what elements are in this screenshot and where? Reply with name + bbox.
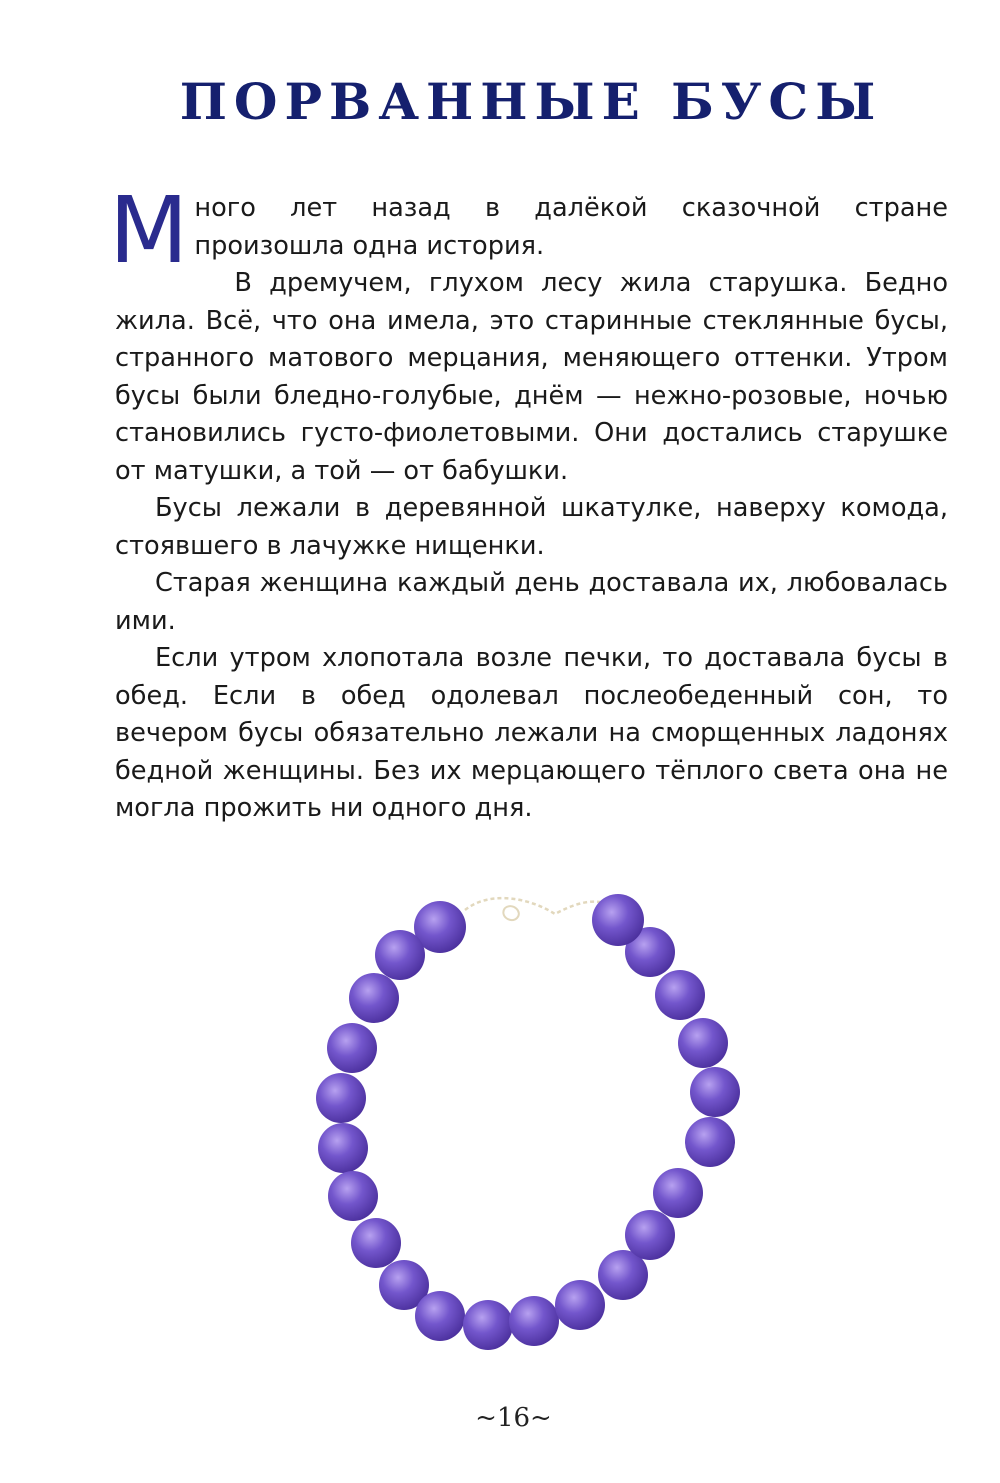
bead-18 [690,1067,740,1117]
bead-22 [592,894,644,946]
page-number: ~16~ [475,1403,552,1433]
bead-19 [678,1018,728,1068]
bead-15 [625,1210,675,1260]
page-title: ПОРВАННЫЕ БУСЫ [179,72,883,131]
bead-10 [415,1291,465,1341]
bead-7 [328,1171,378,1221]
paragraph-2: В дремучем, глухом лесу жила старушка. Бедно жила. Всё, что она имела, это старинные стеклянные бусы, странного матового мерцания, меняющего оттенки. Утром бусы были бледно-голубые, днём — нежно-розовые, ночью становились густо-фиолетовыми. Они достались старушке от матушки, а той — от бабушки. [115,268,948,486]
bead-11 [463,1300,513,1350]
paragraph-1-text: ного лет назад в далёкой сказочной стране произошла одна история. [194,193,948,261]
story-text [109,177,948,828]
bead-13 [555,1280,605,1330]
drop-cap: М [109,177,189,284]
necklace-string-knot [503,906,518,920]
necklace-string [465,898,600,914]
bead-17 [685,1117,735,1167]
bead-20 [655,970,705,1020]
bead-6 [318,1123,368,1173]
bead-16 [653,1168,703,1218]
bead-8 [351,1218,401,1268]
bead-group [316,894,740,1350]
paragraph-1 [109,177,948,284]
beads-necklace-illustration [300,880,750,1350]
bead-5 [316,1073,366,1123]
bead-2 [375,930,425,980]
paragraph-4: Старая женщина каждый день доставала их, любовалась ими. [115,568,948,636]
bead-3 [349,973,399,1023]
paragraph-5: Если утром хлопотала возле печки, то доставала бусы в обед. Если в обед одолевал послеобеденный сон, то вечером бусы обязательно лежали на сморщенных ладонях бедной женщины. Без их мерцающего тёплого света она не могла прожить ни одного дня. [115,643,948,823]
paragraph-3: Бусы лежали в деревянной шкатулке, наверху комода, стоявшего в лачужке нищенки. [115,493,948,561]
bead-4 [327,1023,377,1073]
bead-12 [509,1296,559,1346]
